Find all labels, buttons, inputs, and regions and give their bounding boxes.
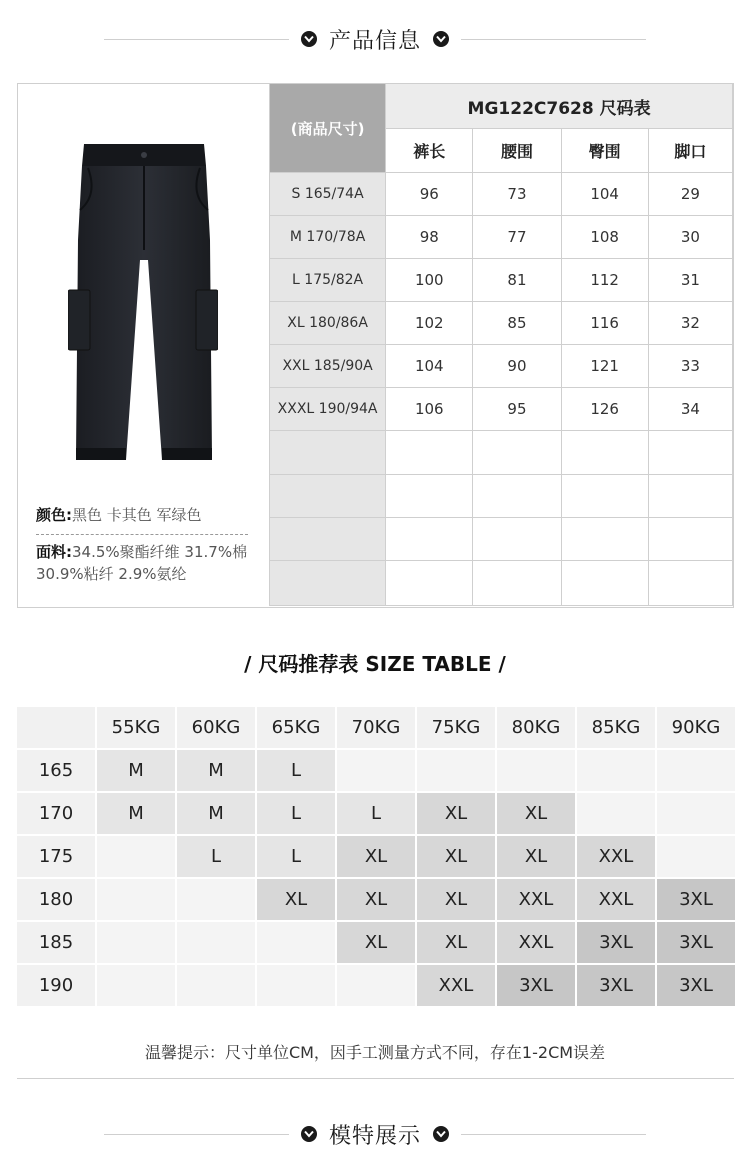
- height-label: 185: [16, 921, 96, 964]
- size-cell: 3XL: [496, 964, 576, 1007]
- empty-cell: [473, 431, 561, 475]
- size-cell: XL: [416, 921, 496, 964]
- table-row-empty: [270, 475, 733, 518]
- chevron-down-icon: [433, 31, 449, 47]
- table-row: [16, 792, 736, 835]
- empty-cell: [270, 561, 386, 606]
- size-cell: L: [176, 835, 256, 878]
- size-cell: L: [256, 835, 336, 878]
- table-row: [270, 302, 733, 345]
- size-chart-title: MG122C7628 尺码表: [386, 84, 733, 129]
- height-label: 175: [16, 835, 96, 878]
- size-cell: L: [256, 749, 336, 792]
- size-cell: [656, 835, 736, 878]
- size-cell: [96, 835, 176, 878]
- size-cell: [176, 921, 256, 964]
- table-row: [270, 259, 733, 302]
- table-cell: 102: [386, 302, 473, 345]
- size-cell: [176, 878, 256, 921]
- size-cell: 3XL: [656, 878, 736, 921]
- fabric-spec: [36, 541, 266, 585]
- size-cell: M: [176, 749, 256, 792]
- table-row: [270, 345, 733, 388]
- weight-header: 60KG: [176, 706, 256, 749]
- table-cell: 96: [386, 173, 473, 216]
- height-label: 165: [16, 749, 96, 792]
- size-cell: XXL: [416, 964, 496, 1007]
- table-cell: 108: [561, 216, 648, 259]
- size-cell: XL: [256, 878, 336, 921]
- size-cell: [576, 792, 656, 835]
- table-row-empty: [270, 518, 733, 561]
- table-cell: 29: [648, 173, 732, 216]
- divider-line: [461, 1134, 646, 1135]
- size-cell: L: [336, 792, 416, 835]
- size-cell: XXL: [576, 835, 656, 878]
- empty-cell: [561, 518, 648, 561]
- empty-cell: [648, 561, 732, 606]
- size-cell: 3XL: [656, 964, 736, 1007]
- table-row-empty: [270, 431, 733, 475]
- height-label: 190: [16, 964, 96, 1007]
- measurement-tip: 温馨提示：尺寸单位CM，因手工测量方式不同，存在1-2CM误差: [144, 1043, 606, 1062]
- table-cell: 81: [473, 259, 561, 302]
- table-cell: 116: [561, 302, 648, 345]
- weight-header: 75KG: [416, 706, 496, 749]
- divider-line: [104, 1134, 289, 1135]
- chevron-down-icon: [301, 1126, 317, 1142]
- size-cell: [256, 921, 336, 964]
- empty-cell: [473, 475, 561, 518]
- table-cell: 85: [473, 302, 561, 345]
- height-label: 170: [16, 792, 96, 835]
- empty-cell: [648, 431, 732, 475]
- table-row: [16, 921, 736, 964]
- size-cell: 3XL: [576, 964, 656, 1007]
- table-cell: 104: [561, 173, 648, 216]
- empty-cell: [386, 561, 473, 606]
- table-cell: 126: [561, 388, 648, 431]
- table-cell: 104: [386, 345, 473, 388]
- size-cell: [336, 749, 416, 792]
- weight-header-row: [16, 706, 736, 749]
- size-label: S 165/74A: [270, 173, 386, 216]
- column-header: 脚口: [648, 129, 732, 173]
- weight-header: 80KG: [496, 706, 576, 749]
- size-label: XXXL 190/94A: [270, 388, 386, 431]
- fabric-value: 34.5%聚酯纤维 31.7%棉 30.9%粘纤 2.9%氨纶: [36, 543, 248, 583]
- size-cell: XL: [496, 792, 576, 835]
- size-recommendation-table: [15, 705, 737, 1008]
- empty-cell: [386, 475, 473, 518]
- size-label: XL 180/86A: [270, 302, 386, 345]
- weight-header: 55KG: [96, 706, 176, 749]
- size-cell: [496, 749, 576, 792]
- table-cell: 73: [473, 173, 561, 216]
- weight-header: 90KG: [656, 706, 736, 749]
- chevron-down-icon: [433, 1126, 449, 1142]
- color-label: 颜色:: [36, 506, 72, 524]
- empty-cell: [561, 561, 648, 606]
- empty-cell: [648, 518, 732, 561]
- size-label: XXL 185/90A: [270, 345, 386, 388]
- size-cell: [256, 964, 336, 1007]
- size-chart-corner: (商品尺寸): [270, 84, 386, 173]
- section-title-model-show: [0, 1118, 750, 1150]
- empty-cell: [473, 518, 561, 561]
- size-cell: [96, 921, 176, 964]
- table-cell: 34: [648, 388, 732, 431]
- divider-line: [461, 39, 646, 40]
- table-cell: 90: [473, 345, 561, 388]
- section-title-size-table: / 尺码推荐表 SIZE TABLE /: [244, 652, 506, 676]
- size-cell: XL: [416, 792, 496, 835]
- size-cell: XL: [416, 878, 496, 921]
- table-cell: 112: [561, 259, 648, 302]
- table-row: [270, 388, 733, 431]
- table-row: [16, 964, 736, 1007]
- column-header: 腰围: [473, 129, 561, 173]
- empty-cell: [270, 431, 386, 475]
- size-cell: [576, 749, 656, 792]
- size-cell: XXL: [496, 878, 576, 921]
- size-cell: M: [96, 749, 176, 792]
- empty-cell: [270, 518, 386, 561]
- size-label: M 170/78A: [270, 216, 386, 259]
- table-cell: 77: [473, 216, 561, 259]
- table-corner: [16, 706, 96, 749]
- size-cell: 3XL: [576, 921, 656, 964]
- size-cell: [656, 749, 736, 792]
- divider-line: [17, 1078, 734, 1079]
- size-cell: [96, 878, 176, 921]
- column-header: 臀围: [561, 129, 648, 173]
- table-row: [16, 835, 736, 878]
- divider-line: [104, 39, 289, 40]
- table-cell: 100: [386, 259, 473, 302]
- table-row: [270, 216, 733, 259]
- pants-icon: [68, 140, 218, 465]
- size-cell: M: [176, 792, 256, 835]
- table-row: [16, 878, 736, 921]
- size-cell: XL: [336, 921, 416, 964]
- size-cell: [656, 792, 736, 835]
- empty-cell: [386, 431, 473, 475]
- column-header: 裤长: [386, 129, 473, 173]
- table-cell: 30: [648, 216, 732, 259]
- size-cell: [96, 964, 176, 1007]
- size-cell: 3XL: [656, 921, 736, 964]
- height-label: 180: [16, 878, 96, 921]
- size-cell: [176, 964, 256, 1007]
- empty-cell: [270, 475, 386, 518]
- table-cell: 121: [561, 345, 648, 388]
- weight-header: 85KG: [576, 706, 656, 749]
- table-row: [270, 173, 733, 216]
- weight-header: 65KG: [256, 706, 336, 749]
- weight-header: 70KG: [336, 706, 416, 749]
- product-photo-panel: [18, 84, 269, 607]
- size-cell: XL: [416, 835, 496, 878]
- fabric-label: 面料:: [36, 543, 72, 561]
- chevron-down-icon: [301, 31, 317, 47]
- size-label: L 175/82A: [270, 259, 386, 302]
- section-title-text: 产品信息: [328, 28, 421, 54]
- empty-cell: [473, 561, 561, 606]
- size-cell: [336, 964, 416, 1007]
- color-spec: [36, 504, 202, 526]
- size-chart-table: [269, 83, 733, 606]
- table-cell: 31: [648, 259, 732, 302]
- empty-cell: [561, 431, 648, 475]
- size-cell: XXL: [496, 921, 576, 964]
- size-cell: XL: [336, 878, 416, 921]
- size-cell: XL: [496, 835, 576, 878]
- spec-divider: [36, 534, 248, 535]
- empty-cell: [386, 518, 473, 561]
- table-cell: 106: [386, 388, 473, 431]
- table-row: [16, 749, 736, 792]
- table-cell: 98: [386, 216, 473, 259]
- table-row-empty: [270, 561, 733, 606]
- table-cell: 33: [648, 345, 732, 388]
- size-cell: M: [96, 792, 176, 835]
- section-title-product-info: [0, 24, 750, 54]
- table-cell: 32: [648, 302, 732, 345]
- section-title-text: 模特展示: [328, 1123, 421, 1149]
- empty-cell: [561, 475, 648, 518]
- table-cell: 95: [473, 388, 561, 431]
- size-cell: XXL: [576, 878, 656, 921]
- empty-cell: [648, 475, 732, 518]
- product-info-block: [17, 83, 734, 608]
- size-cell: [416, 749, 496, 792]
- size-cell: XL: [336, 835, 416, 878]
- color-value: 黑色 卡其色 军绿色: [72, 506, 202, 524]
- size-cell: L: [256, 792, 336, 835]
